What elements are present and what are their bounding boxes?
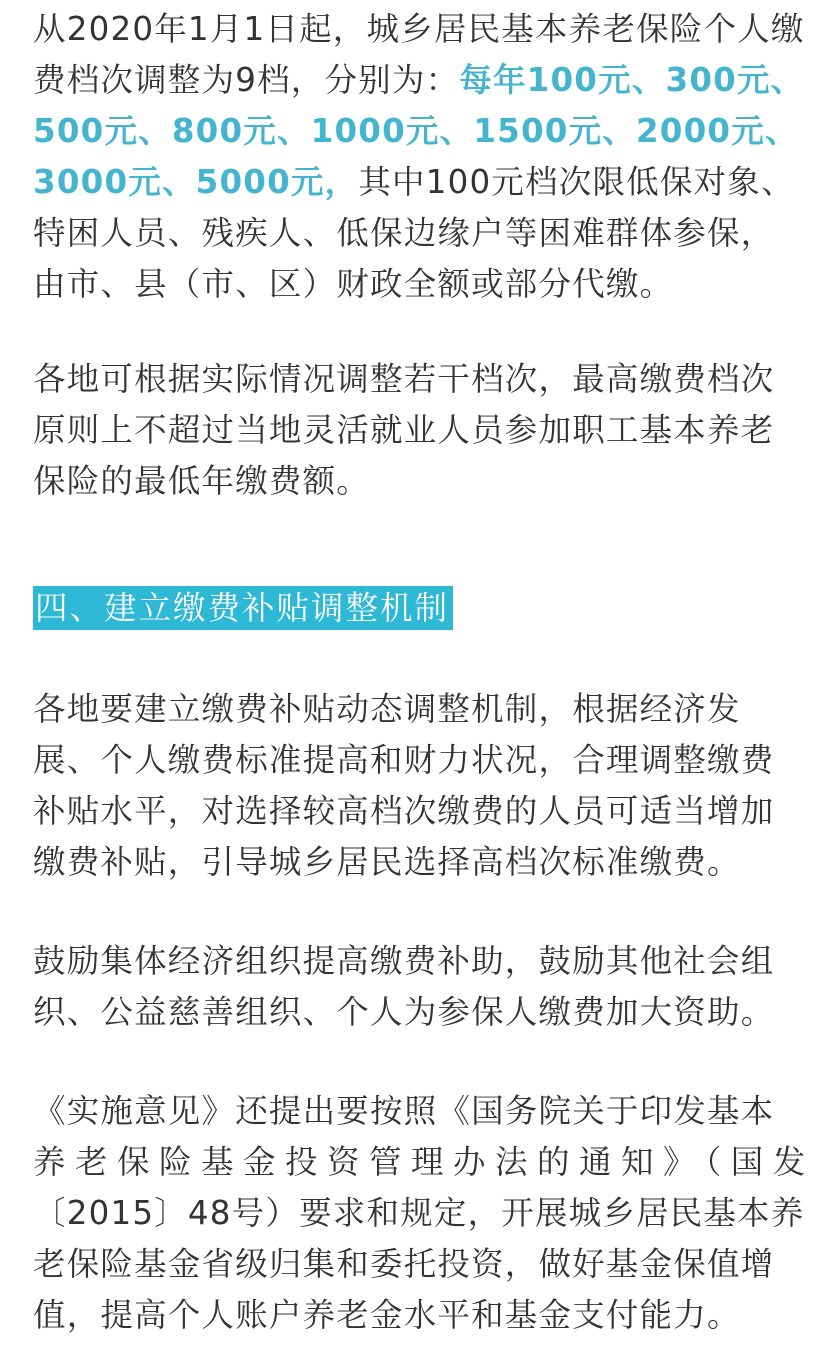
text-line: 由市、县（市、区）财政全额或部分代缴。 xyxy=(33,265,674,303)
text-line: 鼓励集体经济组织提高缴费补助，鼓励其他社会组 xyxy=(33,942,775,980)
highlight-text: 3000元、5000元， xyxy=(33,163,359,201)
text-line: 值，提高个人账户养老金水平和基金支付能力。 xyxy=(33,1296,741,1334)
section-heading-container xyxy=(33,586,453,630)
text-line xyxy=(33,55,805,106)
text-line: 养老保险基金投资管理办法的通知》（国发 xyxy=(33,1143,815,1181)
text-line: 原则上不超过当地灵活就业人员参加职工基本养老 xyxy=(33,411,775,449)
text-line: 保险的最低年缴费额。 xyxy=(33,462,371,500)
paragraph-subsidy-mechanism xyxy=(33,684,799,888)
text-line: 各地要建立缴费补贴动态调整机制，根据经济发 xyxy=(33,690,741,728)
text-line: 从2020年1月1日起，城乡居民基本养老保险个人缴 xyxy=(33,10,805,48)
text-line: 〔2015〕48号）要求和规定，开展城乡居民基本养 xyxy=(33,1194,805,1232)
text-line xyxy=(33,157,799,208)
text-line: 缴费补贴，引导城乡居民选择高档次标准缴费。 xyxy=(33,843,741,881)
text-line: 展、个人缴费标准提高和财力状况，合理调整缴费 xyxy=(33,741,775,779)
highlight-text: 500元、800元、1000元、1500元、2000元、 xyxy=(33,112,799,150)
paragraph-tier-adjustment xyxy=(33,354,799,507)
paragraph-collective-support xyxy=(33,936,799,1038)
text-line: 《实施意见》还提出要按照《国务院关于印发基本 xyxy=(33,1092,775,1130)
section-heading: 四、建立缴费补贴调整机制 xyxy=(33,586,453,630)
highlight-text: 每年100元、300元、 xyxy=(459,61,805,99)
text-line: 特困人员、残疾人、低保边缘户等困难群体参保， xyxy=(33,214,775,252)
paragraph-fund-investment xyxy=(33,1086,815,1341)
text-line: 织、公益慈善组织、个人为参保人缴费加大资助。 xyxy=(33,993,775,1031)
paragraph-contribution-tiers xyxy=(33,4,805,310)
text-segment: 费档次调整为9档，分别为： xyxy=(33,61,460,99)
text-line: 补贴水平，对选择较高档次缴费的人员可适当增加 xyxy=(33,792,775,830)
text-line: 各地可根据实际情况调整若干档次，最高缴费档次 xyxy=(33,360,775,398)
text-line: 老保险基金省级归集和委托投资，做好基金保值增 xyxy=(33,1245,775,1283)
text-segment: 其中100元档次限低保对象、 xyxy=(358,163,795,201)
